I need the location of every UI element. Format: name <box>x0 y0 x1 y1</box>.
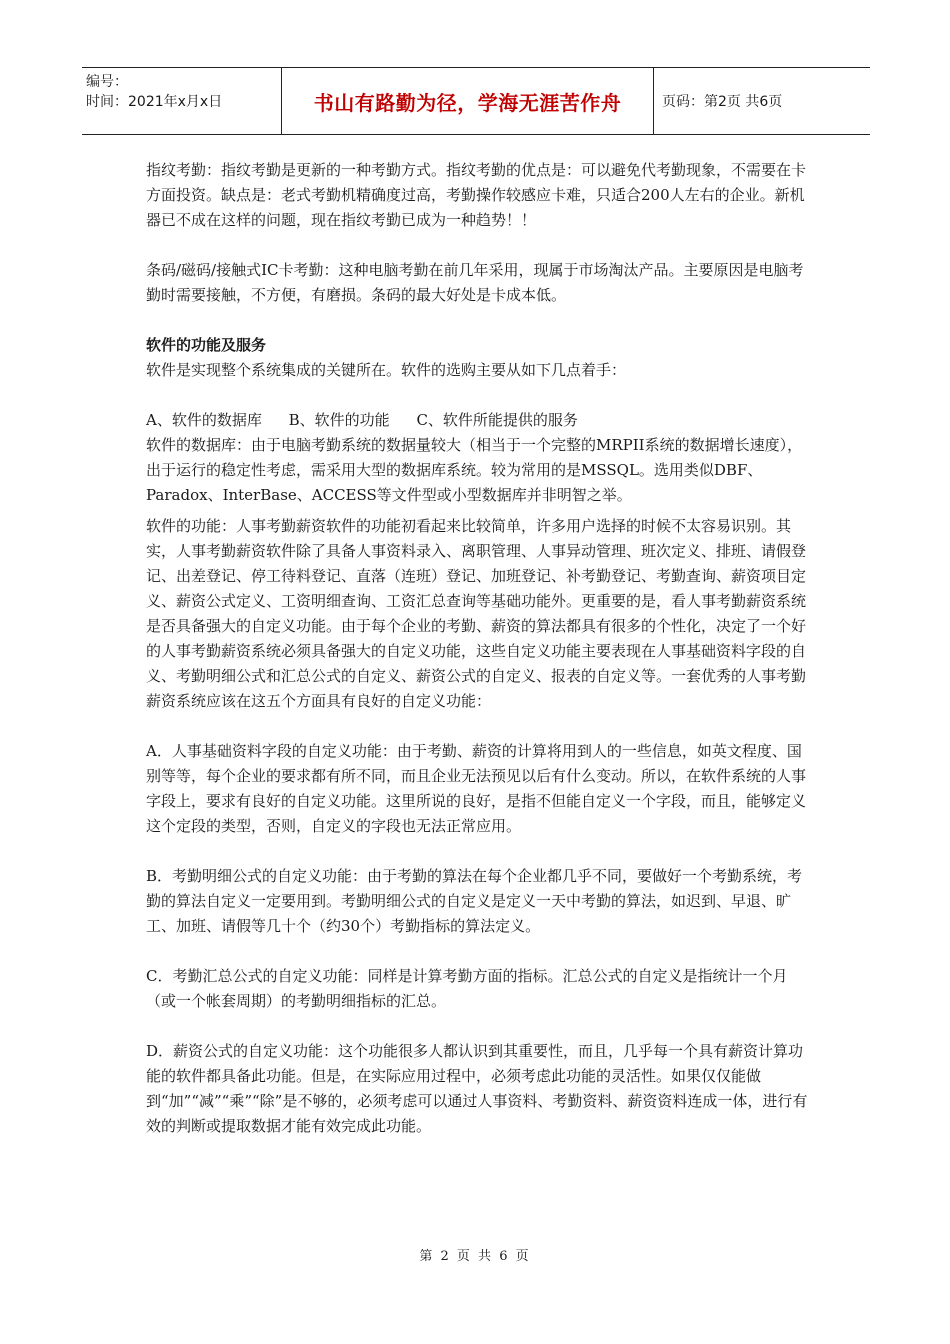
paragraph-item-c: C．考勤汇总公式的自定义功能：同样是计算考勤方面的指标。汇总公式的自定义是指统计一个月（或一个帐套周期）的考勤明细指标的汇总。 <box>146 967 788 1010</box>
paragraph-item-d: D．薪资公式的自定义功能：这个功能很多人都认识到其重要性，而且，几乎每一个具有薪资计算功能的软件都具备此功能。但是，在实际应用过程中，必须考虑此功能的灵活性。如果仅仅能做到“加”“减”“乘”“除”是不够的，必须考虑可以通过人事资料、考勤资料、薪资资料连成一体，进行有效的判断或提取数据才能有效完成此功能。 <box>146 1042 808 1135</box>
time-label: 时间：2021年x月x日 <box>86 94 223 110</box>
option-c: C、软件所能提供的服务 <box>416 411 578 429</box>
paragraph-software-intro: 软件是实现整个系统集成的关键所在。软件的选购主要从如下几点着手： <box>146 361 627 379</box>
number-label: 编号： <box>86 74 128 90</box>
document-header <box>82 67 870 135</box>
motto-text: 书山有路勤为径，学海无涯苦作舟 <box>313 90 622 115</box>
paragraph-function: 软件的功能：人事考勤薪资软件的功能初看起来比较简单，许多用户选择的时候不太容易识别。其实，人事考勤薪资软件除了具备人事资料录入、离职管理、人事异动管理、班次定义、排班、请假登记、出差登记、停工待料登记、直落（连班）登记、加班登记、补考勤登记、考勤查询、薪资项目定义、薪资公式定义、工资明细查询、工资汇总查询等基础功能外。更重要的是，看人事考勤薪资系统是否具备强大的自定义功能。由于每个企业的考勤、薪资的算法都具有很多的个性化，决定了一个好的人事考勤薪资系统必须具备强大的自定义功能，这些自定义功能主要表现在人事基础资料字段的自义、考勤明细公式和汇总公式的自定义、薪资公式的自定义、报表的自定义等。一套优秀的人事考勤薪资系统应该在这五个方面具有良好的自定义功能： <box>146 517 807 710</box>
header-motto-cell <box>282 68 654 134</box>
paragraph-fingerprint: 指纹考勤：指纹考勤是更新的一种考勤方式。指纹考勤的优点是：可以避免代考勤现象，不需要在卡方面投资。缺点是：老式考勤机精确度过高，考勤操作较感应卡难，只适合200人左右的企业。新机器已不成在这样的问题，现在指纹考勤已成为一种趋势！！ <box>146 161 807 229</box>
paragraph-item-b: B．考勤明细公式的自定义功能：由于考勤的算法在每个企业都几乎不同，要做好一个考勤系统，考勤的算法自定义一定要用到。考勤明细公式的自定义是定义一天中考勤的算法，如迟到、早退、旷工、加班、请假等几十个（约30个）考勤指标的算法定义。 <box>146 867 803 935</box>
document-body <box>146 158 810 1139</box>
option-b: B、软件的功能 <box>288 411 390 429</box>
page-label: 页码：第2页 共6页 <box>662 94 783 110</box>
section-heading: 软件的功能及服务 <box>146 336 267 354</box>
header-meta-cell <box>82 68 282 134</box>
options-line <box>146 408 810 433</box>
option-a: A、软件的数据库 <box>146 411 262 429</box>
page-footer: 第 2 页 共 6 页 <box>419 1249 531 1264</box>
paragraph-database: 软件的数据库：由于电脑考勤系统的数据量较大（相当于一个完整的MRPII系统的数据增长速度），出于运行的稳定性考虑，需采用大型的数据库系统。较为常用的是MSSQL。选用类似DBF、Paradox、InterBase、ACCESS等文件型或小型数据库并非明智之举。 <box>146 436 803 504</box>
header-page-cell <box>654 68 870 134</box>
paragraph-card: 条码/磁码/接触式IC卡考勤：这种电脑考勤在前几年采用，现属于市场淘汰产品。主要原因是电脑考勤时需要接触，不方便，有磨损。条码的最大好处是卡成本低。 <box>146 261 804 304</box>
paragraph-item-a: A．人事基础资料字段的自定义功能：由于考勤、薪资的计算将用到人的一些信息，如英文程度、国别等等，每个企业的要求都有所不同，而且企业无法预见以后有什么变动。所以，在软件系统的人事字段上，要求有良好的自定义功能。这里所说的良好，是指不但能自定义一个字段，而且，能够定义这个定段的类型，否则，自定义的字段也无法正常应用。 <box>146 742 807 835</box>
